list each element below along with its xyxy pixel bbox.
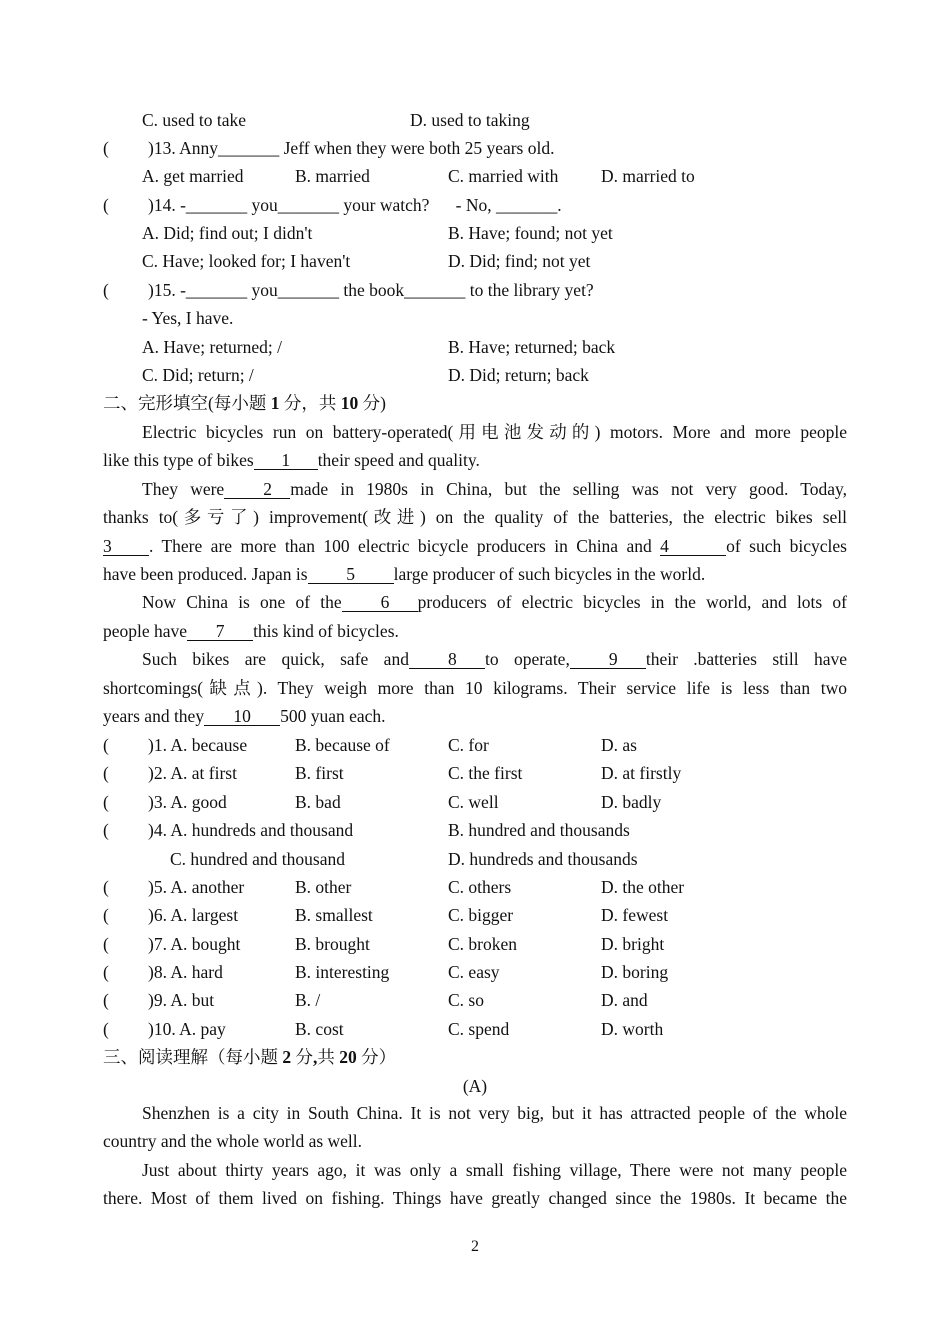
option-row-1-a: )1. A. because	[148, 735, 248, 755]
reading-heading: 三、阅读理解（每小题 2 分,共 20 分）	[103, 1047, 397, 1067]
q15-reply: - Yes, I have.	[142, 308, 234, 328]
option-row-2-a: )2. A. at first	[148, 763, 237, 783]
q15-paren: (	[103, 280, 109, 300]
q12-option-d: D. used to taking	[410, 110, 530, 130]
option-row-6-c: C. bigger	[448, 905, 514, 925]
q14-option-a: A. Did; find out; I didn't	[142, 223, 313, 243]
q13-option-d: D. married to	[601, 166, 695, 186]
reading-p1-line-2: country and the whole world as well.	[103, 1131, 363, 1152]
cloze-p1-line-1: Electric bicycles run on battery-operated(用电池发动的) motors. More and more people	[142, 422, 847, 442]
cloze-p3-line-2: people have 7 this kind of bicycles.	[103, 620, 399, 641]
option-row-10-a: )10. A. pay	[148, 1019, 226, 1039]
reading-passage	[103, 1099, 847, 1213]
cloze-p2-line-2: thanks to(多亏了) improvement(改进) on the quality of the batteries, the electric bikes sell	[103, 507, 847, 528]
q15-option-c: C. Did; return; /	[142, 365, 254, 385]
option-row-4-a: )4. A. hundreds and thousand	[148, 820, 354, 840]
option-row-1-c: C. for	[448, 735, 489, 755]
option-row-7-paren: (	[103, 934, 109, 954]
option-row-2-d: D. at firstly	[601, 763, 682, 783]
q13-option-c: C. married with	[448, 166, 559, 186]
option-row-9-c: C. so	[448, 990, 484, 1010]
option-row-8-c: C. easy	[448, 962, 500, 982]
option-row-7-c: C. broken	[448, 934, 518, 954]
cloze-paragraph-4	[103, 645, 847, 673]
page-number: 2	[471, 1238, 479, 1255]
option-row-4-b: B. hundred and thousands	[448, 820, 630, 840]
blank-4[interactable]: 4	[660, 537, 726, 556]
cloze-p2-line-1: They were 2 made in 1980s in China, but the selling was not very good. Today,	[142, 478, 847, 499]
option-row-1-b: B. because of	[295, 735, 390, 755]
option-row-7-a: )7. A. bought	[148, 934, 241, 954]
cloze-p3-line-1: Now China is one of the 6 producers of electric bicycles in the world, and lots of	[142, 592, 847, 613]
option-row-2-b: B. first	[295, 763, 344, 783]
option-row-6-a: )6. A. largest	[148, 905, 239, 925]
q13-stem: )13. Anny_______ Jeff when they were both 25 years old.	[148, 138, 555, 158]
option-row-5-b: B. other	[295, 877, 352, 897]
option-row-3-d: D. badly	[601, 792, 662, 812]
cloze-paragraph-2	[103, 475, 847, 503]
option-row-5-d: D. the other	[601, 877, 685, 897]
option-row-10-paren: (	[103, 1019, 109, 1039]
cloze-p1-line-2: like this type of bikes 1 their speed and quality.	[103, 450, 480, 471]
q13-option-b: B. married	[295, 166, 370, 186]
q12-option-c: C. used to take	[142, 110, 247, 130]
option-row-4-d: D. hundreds and thousands	[448, 849, 638, 869]
option-row-1-d: D. as	[601, 735, 637, 755]
blank-10[interactable]: 10	[204, 707, 280, 726]
blank-6[interactable]: 6	[342, 593, 418, 612]
blank-3[interactable]: 3	[103, 537, 149, 556]
q15-option-d: D. Did; return; back	[448, 365, 589, 385]
reading-p2-line-2: there. Most of them lived on fishing. Things have greatly changed since the 1980s. It became the	[103, 1188, 847, 1209]
blank-1[interactable]: 1	[254, 451, 318, 470]
blank-2[interactable]: 2	[224, 480, 290, 499]
blank-7[interactable]: 7	[187, 622, 253, 641]
q14-option-d: D. Did; find; not yet	[448, 251, 591, 271]
option-row-9-b: B. /	[295, 990, 321, 1010]
option-row-4-c: C. hundred and thousand	[170, 849, 345, 869]
option-row-3-b: B. bad	[295, 792, 341, 812]
q15-option-a: A. Have; returned; /	[142, 337, 282, 357]
cloze-p4-line-3: years and they 10 500 yuan each.	[103, 706, 386, 727]
reading-p2-line-1: Just about thirty years ago, it was only a small fishing village, There were not many people	[142, 1159, 847, 1180]
option-row-3-paren: (	[103, 792, 109, 812]
option-row-4-paren: (	[103, 820, 109, 840]
option-row-8-paren: (	[103, 962, 109, 982]
cloze-paragraph-3	[103, 588, 847, 616]
q14-option-b: B. Have; found; not yet	[448, 223, 613, 243]
cloze-paragraph-1	[103, 418, 847, 446]
option-row-2-c: C. the first	[448, 763, 523, 783]
option-row-1-paren: (	[103, 735, 109, 755]
q13-paren: (	[103, 138, 109, 158]
reading-paragraph-1	[103, 1099, 847, 1127]
option-row-10-d: D. worth	[601, 1019, 664, 1039]
cloze-p2-line-4: have been produced. Japan is 5 large producer of such bicycles in the world.	[103, 564, 706, 585]
option-row-2-paren: (	[103, 763, 109, 783]
cloze-p4-line-2: shortcomings(缺点). They weigh more than 10 kilograms. Their service life is less than two	[103, 677, 847, 698]
cloze-passage	[103, 418, 847, 730]
cloze-p2-line-3: 3 . There are more than 100 electric bicycle producers in China and 4 of such bicycles	[103, 535, 847, 556]
option-row-10-c: C. spend	[448, 1019, 510, 1039]
option-row-5-a: )5. A. another	[148, 877, 245, 897]
q14-stem: )14. -_______ you_______ your watch? - No, _______.	[148, 195, 562, 215]
reading-p1-line-1: Shenzhen is a city in South China. It is not very big, but it has attracted people of the whole	[142, 1103, 847, 1123]
option-row-7-d: D. bright	[601, 934, 665, 954]
blank-9[interactable]: 9	[570, 650, 646, 669]
option-row-6-d: D. fewest	[601, 905, 669, 925]
cloze-p4-line-1: Such bikes are quick, safe and 8 to operate, 9 their .batteries still have	[142, 649, 848, 670]
q14-paren: (	[103, 195, 109, 215]
option-row-6-paren: (	[103, 905, 109, 925]
option-row-6-b: B. smallest	[295, 905, 373, 925]
blank-8[interactable]: 8	[409, 650, 485, 669]
option-row-9-paren: (	[103, 990, 109, 1010]
option-row-8-d: D. boring	[601, 962, 669, 982]
option-row-8-b: B. interesting	[295, 962, 390, 982]
option-row-3-a: )3. A. good	[148, 792, 227, 812]
option-row-9-d: D. and	[601, 990, 648, 1010]
reading-paragraph-2	[103, 1156, 847, 1184]
q15-stem: )15. -_______ you_______ the book_______ to the library yet?	[148, 280, 594, 300]
option-row-3-c: C. well	[448, 792, 499, 812]
passage-label: (A)	[462, 1076, 488, 1096]
q15-option-b: B. Have; returned; back	[448, 337, 616, 357]
option-row-5-c: C. others	[448, 877, 512, 897]
cloze-heading: 二、完形填空(每小题 1 分，共 10 分)	[103, 393, 386, 413]
option-row-8-a: )8. A. hard	[148, 962, 223, 982]
blank-5[interactable]: 5	[308, 565, 394, 584]
option-row-5-paren: (	[103, 877, 109, 897]
q14-option-c: C. Have; looked for; I haven't	[142, 251, 351, 271]
q13-option-a: A. get married	[142, 166, 244, 186]
option-row-7-b: B. brought	[295, 934, 370, 954]
option-row-10-b: B. cost	[295, 1019, 344, 1039]
option-row-9-a: )9. A. but	[148, 990, 215, 1010]
